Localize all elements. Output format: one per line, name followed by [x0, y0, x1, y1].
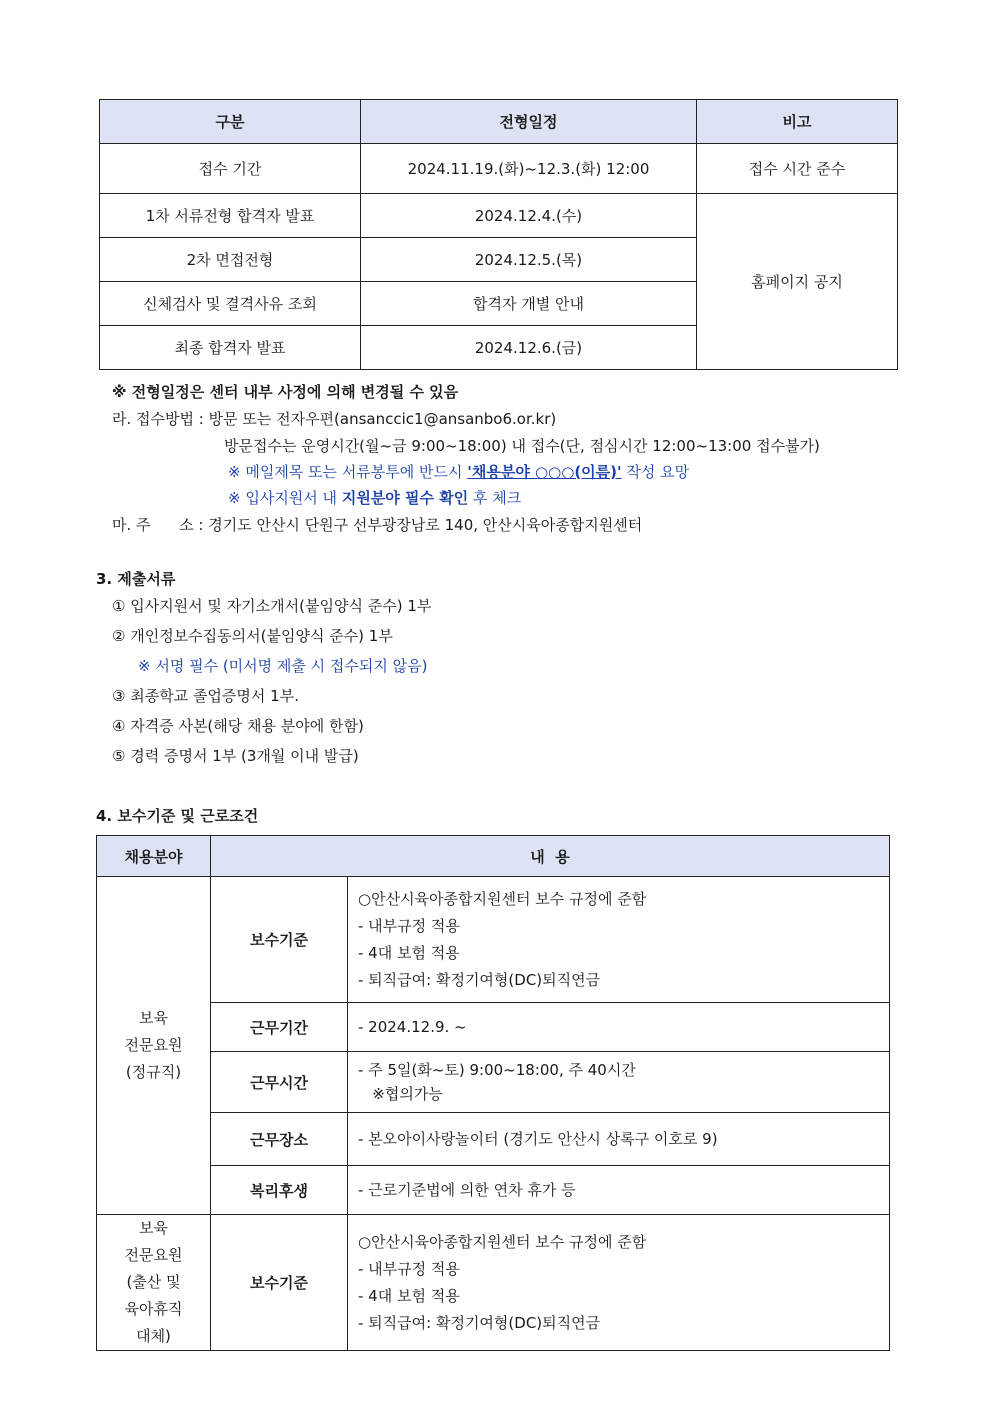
- table-row: [97, 1113, 890, 1166]
- table-row: [97, 1003, 890, 1052]
- schedule-date: 2024.12.5.(목): [361, 238, 697, 282]
- schedule-stage: 신체검사 및 결격사유 조회: [100, 282, 361, 326]
- apply-note-2: [228, 487, 521, 508]
- table-row: [100, 194, 898, 238]
- schedule-stage: 최종 합격자 발표: [100, 326, 361, 370]
- schedule-note: 접수 시간 준수: [697, 144, 898, 194]
- conditions-header-field: 채용분야: [97, 836, 211, 877]
- condition-label: 근무기간: [211, 1003, 348, 1052]
- table-row: [97, 1052, 890, 1113]
- condition-line: ○안산시육아종합지원센터 보수 규정에 준함: [358, 889, 647, 908]
- schedule-date: 2024.12.6.(금): [361, 326, 697, 370]
- documents-title: 3. 제출서류: [96, 570, 176, 588]
- table-row: [97, 877, 890, 1003]
- condition-content: [348, 1113, 890, 1166]
- list-item: ④ 자격증 사본(해당 채용 분야에 한함): [112, 717, 364, 735]
- apply-note-1-pre: ※ 메일제목 또는 서류봉투에 반드시: [228, 463, 468, 481]
- apply-visit: 방문접수는 운영시간(월~금 9:00~18:00) 내 접수(단, 점심시간 12:00~13:00 접수불가): [224, 437, 820, 455]
- apply-method: 방문 또는 전자우편(ansanccic1@ansanbo6.or.kr): [208, 410, 557, 428]
- condition-content: [348, 1166, 890, 1215]
- apply-label: 라. 접수방법 :: [112, 410, 204, 428]
- address-value: 경기도 안산시 단원구 선부광장남로 140, 안산시육아종합지원센터: [208, 516, 643, 534]
- schedule-merged-note: 홈페이지 공지: [697, 194, 898, 370]
- condition-content: [348, 1052, 890, 1113]
- list-item: ② 개인정보수집동의서(붙임양식 준수) 1부: [112, 627, 393, 645]
- schedule-header-stage: 구분: [100, 100, 361, 144]
- schedule-date: 2024.12.4.(수): [361, 194, 697, 238]
- schedule-stage: 접수 기간: [100, 144, 361, 194]
- condition-label: 보수기준: [211, 877, 348, 1003]
- documents-sign-note: ※ 서명 필수 (미서명 제출 시 접수되지 않음): [138, 657, 428, 675]
- apply-note-2-post: 후 체크: [468, 489, 522, 507]
- apply-method-line: [112, 408, 556, 429]
- apply-note-2-emphasis: 지원분야 필수 확인: [341, 489, 469, 507]
- condition-content: [348, 1215, 890, 1351]
- apply-note-1-emphasis: '채용분야 ○○○(이름)': [467, 463, 622, 481]
- condition-label: 보수기준: [211, 1215, 348, 1351]
- table-row: [97, 1215, 890, 1351]
- field-line: (정규직): [125, 1063, 182, 1081]
- list-item: ⑤ 경력 증명서 1부 (3개월 이내 발급): [112, 747, 359, 765]
- table-row: [100, 144, 898, 194]
- condition-label: 근무시간: [211, 1052, 348, 1113]
- field-line: (출산 및: [126, 1273, 181, 1291]
- condition-line: - 근로기준법에 의한 연차 휴가 등: [358, 1180, 576, 1199]
- schedule-header-note: 비고: [697, 100, 898, 144]
- schedule-date: 합격자 개별 안내: [361, 282, 697, 326]
- address-label: 마. 주 소 :: [112, 516, 204, 534]
- address-line: [112, 514, 642, 535]
- field-line: 전문요원: [124, 1246, 183, 1264]
- condition-line: - 본오아이사랑놀이터 (경기도 안산시 상록구 이호로 9): [358, 1129, 718, 1148]
- field-line: 보육: [139, 1009, 168, 1027]
- table-row: [97, 1166, 890, 1215]
- condition-line: - 퇴직급여: 확정기여형(DC)퇴직연금: [358, 970, 601, 989]
- field-line: 대체): [136, 1327, 171, 1345]
- schedule-notice: ※ 전형일정은 센터 내부 사정에 의해 변경될 수 있음: [112, 383, 459, 401]
- conditions-header-content: 내 용: [211, 836, 890, 877]
- condition-line: - 내부규정 적용: [358, 916, 460, 935]
- schedule-date: 2024.11.19.(화)~12.3.(화) 12:00: [361, 144, 697, 194]
- field-line: 보육: [139, 1219, 168, 1237]
- condition-line: ○안산시육아종합지원센터 보수 규정에 준함: [358, 1232, 647, 1251]
- schedule-header-date: 전형일정: [361, 100, 697, 144]
- field-regular: [97, 877, 211, 1215]
- condition-label: 복리후생: [211, 1166, 348, 1215]
- condition-content: [348, 877, 890, 1003]
- condition-content: [348, 1003, 890, 1052]
- condition-line: - 주 5일(화~토) 9:00~18:00, 주 40시간: [358, 1061, 636, 1079]
- condition-line: - 퇴직급여: 확정기여형(DC)퇴직연금: [358, 1313, 601, 1332]
- apply-note-2-pre: ※ 입사지원서 내: [228, 489, 342, 507]
- apply-note-1-post: 작성 요망: [621, 463, 690, 481]
- apply-note-1: [228, 461, 689, 482]
- schedule-table: [99, 99, 898, 370]
- condition-line: - 2024.12.9. ~: [358, 1017, 467, 1036]
- list-item: ① 입사지원서 및 자기소개서(붙임양식 준수) 1부: [112, 597, 432, 615]
- condition-line: - 내부규정 적용: [358, 1259, 460, 1278]
- condition-line: - 4대 보험 적용: [358, 943, 460, 962]
- field-line: 전문요원: [124, 1036, 183, 1054]
- condition-label: 근무장소: [211, 1113, 348, 1166]
- conditions-table: [96, 835, 890, 1351]
- schedule-stage: 2차 면접전형: [100, 238, 361, 282]
- condition-line: ※협의가능: [358, 1085, 443, 1103]
- schedule-stage: 1차 서류전형 합격자 발표: [100, 194, 361, 238]
- list-item: ③ 최종학교 졸업증명서 1부.: [112, 687, 299, 705]
- conditions-title: 4. 보수기준 및 근로조건: [96, 807, 259, 825]
- field-replacement: [97, 1215, 211, 1351]
- field-line: 육아휴직: [124, 1300, 183, 1318]
- condition-line: - 4대 보험 적용: [358, 1286, 460, 1305]
